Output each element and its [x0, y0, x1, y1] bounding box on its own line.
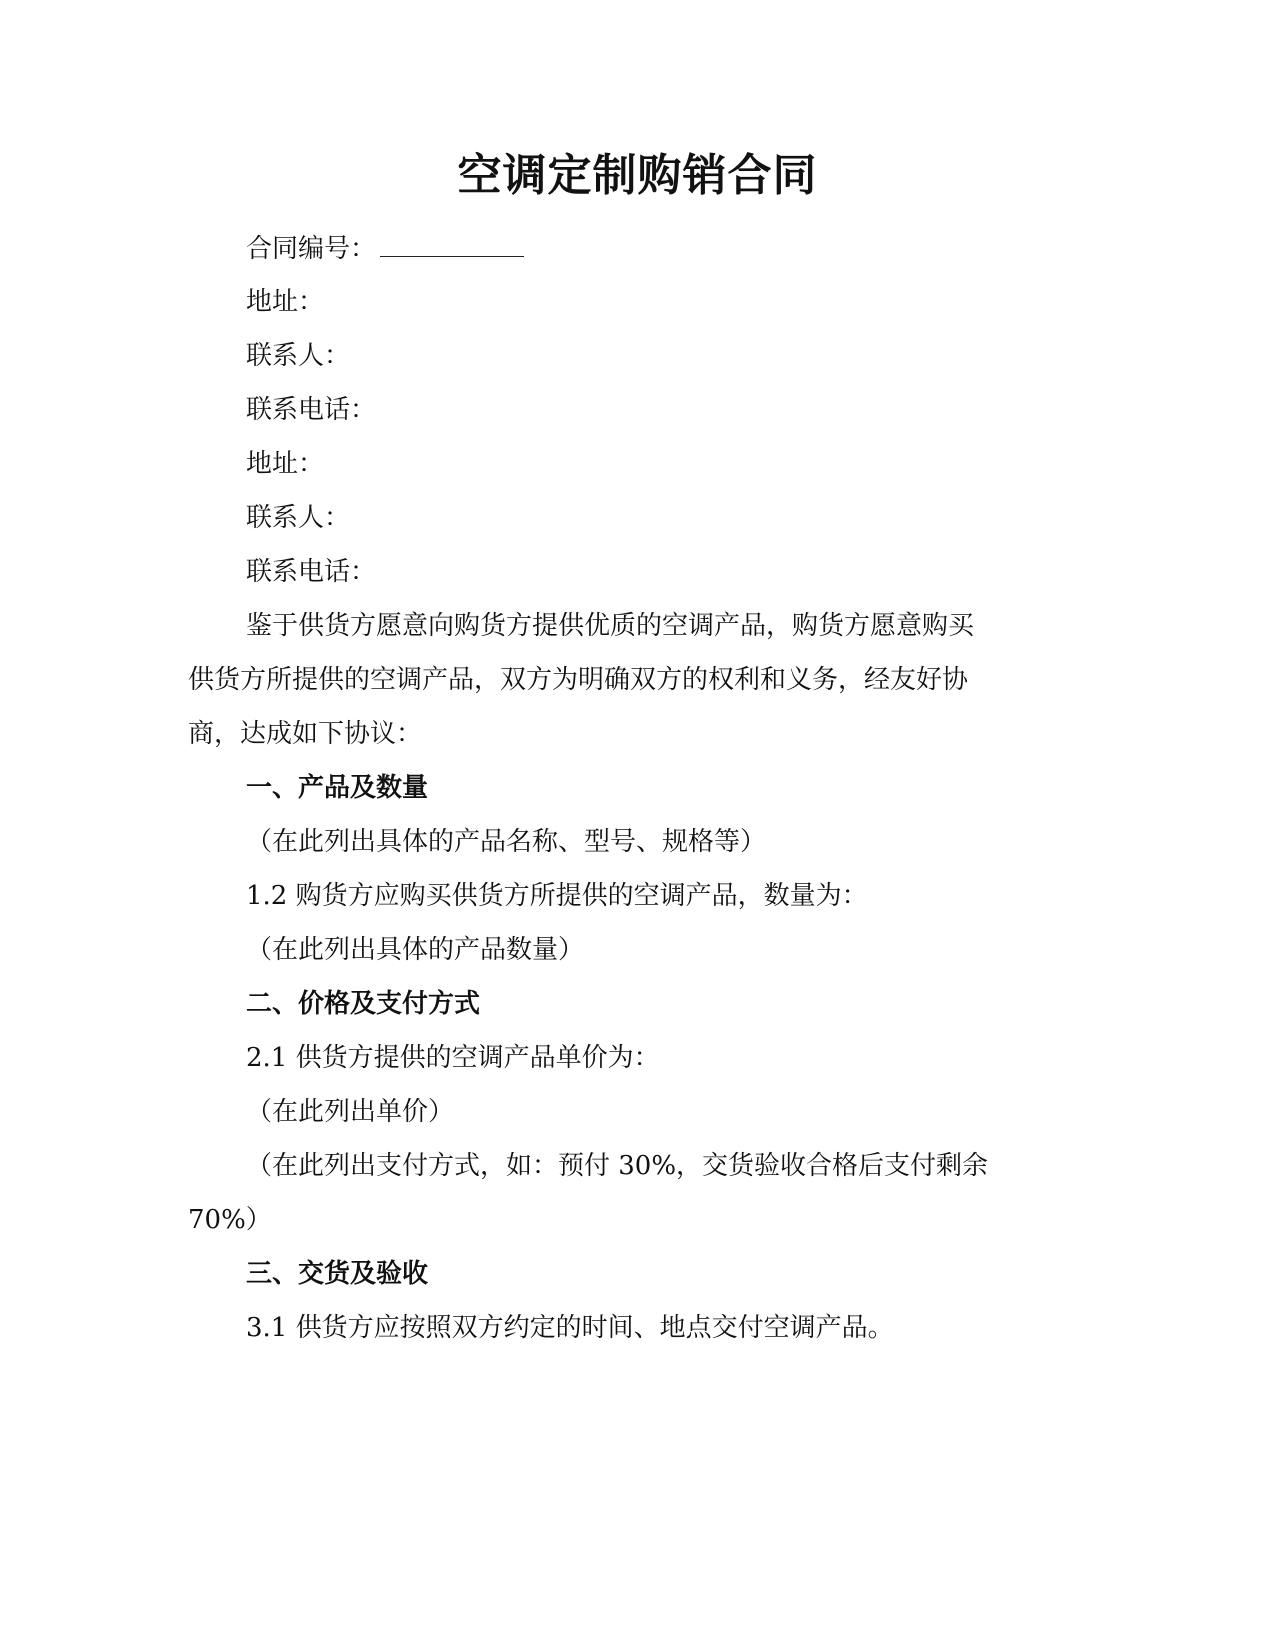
- preamble-line-3: 商，达成如下协议：: [188, 719, 423, 749]
- contract-number-label: 合同编号：: [246, 234, 377, 264]
- party-a-address: 地址：: [246, 287, 325, 317]
- section-1-item-2: 1.2 购货方应购买供货方所提供的空调产品，数量为：: [246, 881, 868, 911]
- section-2-item-3-line-1: （在此列出支付方式，如：预付 30%，交货验收合格后支付剩余: [246, 1151, 989, 1181]
- section-2-heading: 二、价格及支付方式: [246, 989, 481, 1019]
- party-b-phone: 联系电话：: [246, 557, 377, 587]
- contract-number-blank: [380, 230, 524, 257]
- section-1-item-3: （在此列出具体的产品数量）: [246, 935, 585, 965]
- party-b-address: 地址：: [246, 449, 325, 479]
- section-3-item-1: 3.1 供货方应按照双方约定的时间、地点交付空调产品。: [246, 1313, 894, 1343]
- section-2-item-1: 2.1 供货方提供的空调产品单价为：: [246, 1043, 660, 1073]
- section-1-item-1: （在此列出具体的产品名称、型号、规格等）: [246, 827, 767, 857]
- section-1-heading: 一、产品及数量: [246, 773, 429, 803]
- preamble-line-1: 鉴于供货方愿意向购货方提供优质的空调产品，购货方愿意购买: [246, 611, 975, 641]
- section-3-heading: 三、交货及验收: [246, 1259, 429, 1289]
- contract-number-line: [246, 230, 524, 267]
- section-2-item-3-line-2: 70%）: [188, 1205, 272, 1235]
- section-2-item-2: （在此列出单价）: [246, 1097, 455, 1127]
- document-title: 空调定制购销合同: [457, 150, 818, 201]
- party-b-contact: 联系人：: [246, 503, 351, 533]
- party-a-phone: 联系电话：: [246, 395, 377, 425]
- preamble-line-2: 供货方所提供的空调产品，双方为明确双方的权利和义务，经友好协: [188, 665, 969, 695]
- party-a-contact: 联系人：: [246, 341, 351, 371]
